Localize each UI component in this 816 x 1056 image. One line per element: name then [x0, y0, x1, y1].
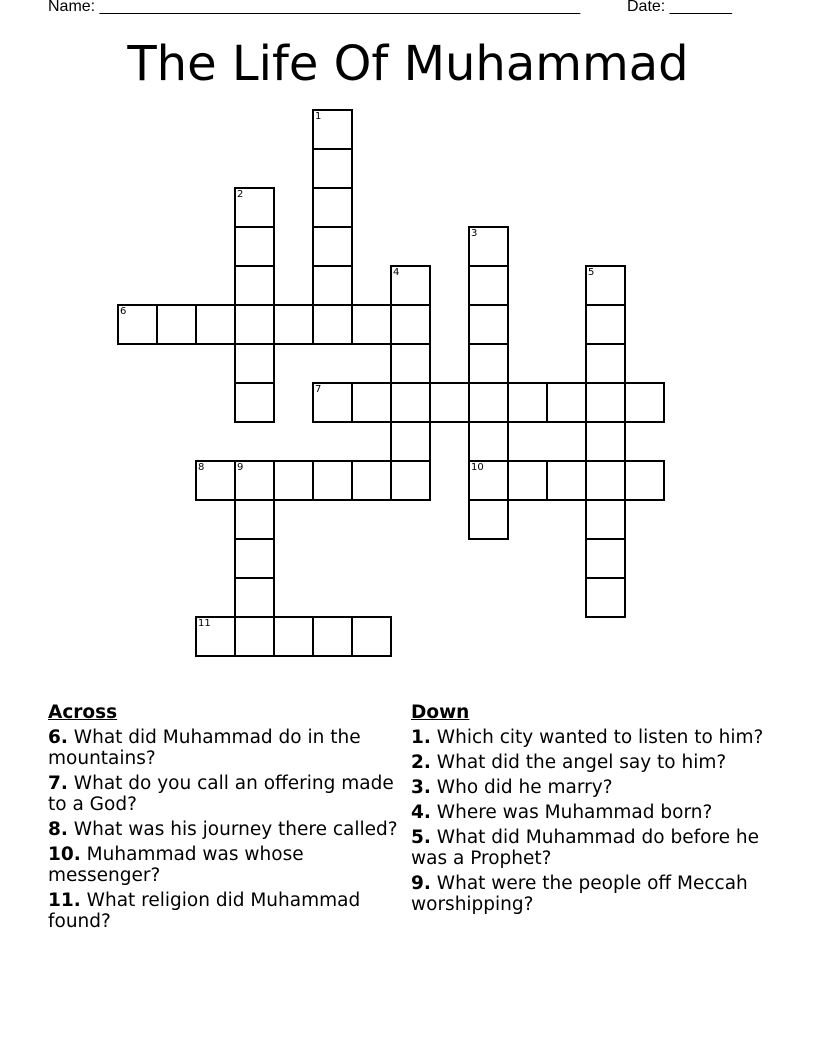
grid-cell[interactable]	[351, 616, 392, 657]
grid-cell[interactable]	[390, 265, 431, 306]
grid-cell[interactable]	[234, 343, 275, 384]
clue-number: 3.	[411, 777, 431, 798]
grid-cell[interactable]	[234, 616, 275, 657]
clue-number-label: 10	[471, 462, 484, 473]
grid-cell[interactable]	[234, 226, 275, 267]
grid-cell[interactable]	[351, 304, 392, 345]
across-clue	[48, 773, 398, 815]
down-clue	[411, 777, 766, 798]
grid-cell[interactable]	[429, 382, 470, 423]
clue-number: 5.	[411, 827, 431, 848]
grid-cell[interactable]	[312, 226, 353, 267]
grid-cell[interactable]	[546, 460, 587, 501]
grid-cell[interactable]	[390, 421, 431, 462]
grid-cell[interactable]	[195, 616, 236, 657]
clue-text: What do you call an offering made to a God?	[48, 773, 394, 815]
grid-cell[interactable]	[312, 616, 353, 657]
grid-cell[interactable]	[585, 265, 626, 306]
clue-text: What religion did Muhammad found?	[48, 890, 361, 932]
clue-number: 7.	[48, 773, 68, 794]
across-clues	[48, 702, 398, 936]
clue-text: Who did he marry?	[436, 777, 613, 798]
date-line: Date: _______	[627, 0, 732, 15]
grid-cell[interactable]	[468, 343, 509, 384]
grid-cell[interactable]	[312, 382, 353, 423]
clue-number: 10.	[48, 844, 81, 865]
grid-cell[interactable]	[585, 304, 626, 345]
clue-number-label: 8	[198, 462, 205, 473]
down-clue	[411, 802, 766, 823]
page-title: The Life Of Muhammad	[127, 36, 689, 92]
grid-cell[interactable]	[234, 499, 275, 540]
clue-number: 4.	[411, 802, 431, 823]
grid-cell[interactable]	[585, 343, 626, 384]
clue-number: 1.	[411, 727, 431, 748]
grid-cell[interactable]	[468, 265, 509, 306]
grid-cell[interactable]	[585, 538, 626, 579]
grid-cell[interactable]	[234, 382, 275, 423]
grid-cell[interactable]	[312, 148, 353, 189]
grid-cell[interactable]	[390, 382, 431, 423]
grid-cell[interactable]	[585, 577, 626, 618]
grid-cell[interactable]	[390, 343, 431, 384]
grid-cell[interactable]	[390, 460, 431, 501]
grid-cell[interactable]	[234, 538, 275, 579]
grid-cell[interactable]	[585, 460, 626, 501]
clue-text: What did Muhammad do in the mountains?	[48, 727, 361, 769]
grid-cell[interactable]	[234, 187, 275, 228]
grid-cell[interactable]	[312, 304, 353, 345]
clue-text: What did the angel say to him?	[436, 752, 727, 773]
grid-cell[interactable]	[585, 382, 626, 423]
grid-cell[interactable]	[507, 382, 548, 423]
grid-cell[interactable]	[624, 382, 665, 423]
down-heading: Down	[411, 702, 470, 723]
grid-cell[interactable]	[468, 382, 509, 423]
across-clue	[48, 844, 398, 886]
grid-cell[interactable]	[390, 304, 431, 345]
down-clue	[411, 827, 766, 869]
across-heading: Across	[48, 702, 118, 723]
across-clue	[48, 819, 398, 840]
grid-cell[interactable]	[312, 460, 353, 501]
down-clues	[411, 702, 766, 919]
grid-cell[interactable]	[234, 460, 275, 501]
clue-text: What were the people off Meccah worshipping?	[411, 873, 748, 915]
clue-number: 11.	[48, 890, 81, 911]
grid-cell[interactable]	[546, 382, 587, 423]
grid-cell[interactable]	[234, 304, 275, 345]
grid-cell[interactable]	[312, 265, 353, 306]
clue-text: Where was Muhammad born?	[436, 802, 713, 823]
grid-cell[interactable]	[312, 109, 353, 150]
clue-number: 2.	[411, 752, 431, 773]
grid-cell[interactable]	[468, 499, 509, 540]
grid-cell[interactable]	[234, 265, 275, 306]
clue-text: What was his journey there called?	[73, 819, 398, 840]
grid-cell[interactable]	[273, 304, 314, 345]
grid-cell[interactable]	[351, 460, 392, 501]
clue-text: Which city wanted to listen to him?	[436, 727, 764, 748]
across-clue	[48, 890, 398, 932]
grid-cell[interactable]	[273, 616, 314, 657]
grid-cell[interactable]	[585, 421, 626, 462]
clue-text: Muhammad was whose messenger?	[48, 844, 304, 886]
clue-number-label: 2	[237, 189, 244, 200]
grid-cell[interactable]	[195, 304, 236, 345]
grid-cell[interactable]	[117, 304, 158, 345]
grid-cell[interactable]	[624, 460, 665, 501]
grid-cell[interactable]	[468, 460, 509, 501]
clue-number-label: 11	[198, 618, 211, 629]
clue-number-label: 3	[471, 228, 478, 239]
grid-cell[interactable]	[195, 460, 236, 501]
name-line: Name: ______________________________________________________	[48, 0, 581, 15]
clue-number-label: 1	[315, 111, 322, 122]
grid-cell[interactable]	[234, 577, 275, 618]
grid-cell[interactable]	[507, 460, 548, 501]
clue-number: 8.	[48, 819, 68, 840]
clue-number: 9.	[411, 873, 431, 894]
clue-number-label: 6	[120, 306, 127, 317]
down-clue	[411, 727, 766, 748]
grid-cell[interactable]	[585, 499, 626, 540]
grid-cell[interactable]	[468, 226, 509, 267]
down-clue	[411, 752, 766, 773]
grid-cell[interactable]	[351, 382, 392, 423]
grid-cell[interactable]	[312, 187, 353, 228]
clue-number-label: 9	[237, 462, 244, 473]
clue-number: 6.	[48, 727, 68, 748]
across-clue	[48, 727, 398, 769]
grid-cell[interactable]	[468, 421, 509, 462]
grid-cell[interactable]	[273, 460, 314, 501]
down-clue	[411, 873, 766, 915]
grid-cell[interactable]	[156, 304, 197, 345]
clue-number-label: 4	[393, 267, 400, 278]
grid-cell[interactable]	[468, 304, 509, 345]
clue-number-label: 7	[315, 384, 322, 395]
clue-text: What did Muhammad do before he was a Prophet?	[411, 827, 760, 869]
clue-number-label: 5	[588, 267, 595, 278]
